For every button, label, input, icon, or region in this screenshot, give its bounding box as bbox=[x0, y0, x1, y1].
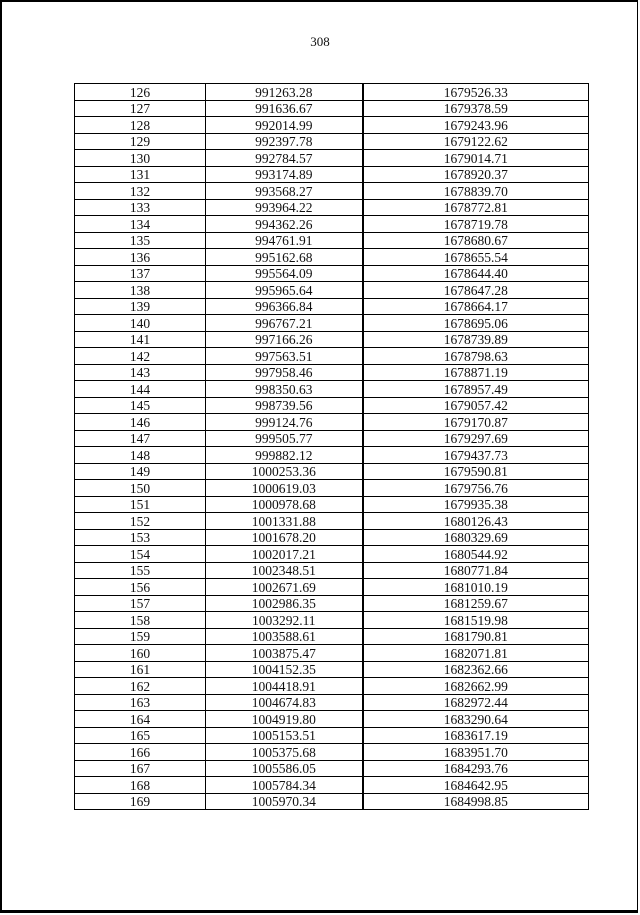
y-coordinate-cell: 1679526.33 bbox=[363, 84, 589, 101]
point-number-cell: 165 bbox=[75, 727, 206, 744]
y-coordinate-cell: 1680126.43 bbox=[363, 513, 589, 530]
x-coordinate-cell: 1005153.51 bbox=[206, 727, 363, 744]
y-coordinate-cell: 1681259.67 bbox=[363, 595, 589, 612]
y-coordinate-cell: 1679014.71 bbox=[363, 150, 589, 167]
point-number-cell: 145 bbox=[75, 397, 206, 414]
y-coordinate-cell: 1678680.67 bbox=[363, 232, 589, 249]
point-number-cell: 157 bbox=[75, 595, 206, 612]
x-coordinate-cell: 991263.28 bbox=[206, 84, 363, 101]
x-coordinate-cell: 1001678.20 bbox=[206, 529, 363, 546]
point-number-cell: 162 bbox=[75, 678, 206, 695]
table-row bbox=[75, 117, 589, 134]
table-row bbox=[75, 447, 589, 464]
table-row bbox=[75, 232, 589, 249]
point-number-cell: 146 bbox=[75, 414, 206, 431]
table-row bbox=[75, 84, 589, 101]
point-number-cell: 143 bbox=[75, 364, 206, 381]
point-number-cell: 161 bbox=[75, 661, 206, 678]
table-row bbox=[75, 744, 589, 761]
table-row bbox=[75, 678, 589, 695]
point-number-cell: 156 bbox=[75, 579, 206, 596]
x-coordinate-cell: 998739.56 bbox=[206, 397, 363, 414]
point-number-cell: 151 bbox=[75, 496, 206, 513]
point-number-cell: 126 bbox=[75, 84, 206, 101]
point-number-cell: 168 bbox=[75, 777, 206, 794]
y-coordinate-cell: 1678664.17 bbox=[363, 298, 589, 315]
x-coordinate-cell: 992014.99 bbox=[206, 117, 363, 134]
y-coordinate-cell: 1681519.98 bbox=[363, 612, 589, 629]
x-coordinate-cell: 991636.67 bbox=[206, 100, 363, 117]
y-coordinate-cell: 1682071.81 bbox=[363, 645, 589, 662]
table-row bbox=[75, 727, 589, 744]
x-coordinate-cell: 993174.89 bbox=[206, 166, 363, 183]
y-coordinate-cell: 1678871.19 bbox=[363, 364, 589, 381]
y-coordinate-cell: 1679122.62 bbox=[363, 133, 589, 150]
point-number-cell: 147 bbox=[75, 430, 206, 447]
point-number-cell: 153 bbox=[75, 529, 206, 546]
table-row bbox=[75, 612, 589, 629]
table-row bbox=[75, 430, 589, 447]
x-coordinate-cell: 994761.91 bbox=[206, 232, 363, 249]
table-row bbox=[75, 546, 589, 563]
table-row bbox=[75, 595, 589, 612]
point-number-cell: 129 bbox=[75, 133, 206, 150]
table-row bbox=[75, 397, 589, 414]
x-coordinate-cell: 1005375.68 bbox=[206, 744, 363, 761]
x-coordinate-cell: 992784.57 bbox=[206, 150, 363, 167]
x-coordinate-cell: 995564.09 bbox=[206, 265, 363, 282]
y-coordinate-cell: 1679297.69 bbox=[363, 430, 589, 447]
x-coordinate-cell: 997958.46 bbox=[206, 364, 363, 381]
point-number-cell: 166 bbox=[75, 744, 206, 761]
point-number-cell: 158 bbox=[75, 612, 206, 629]
y-coordinate-cell: 1681010.19 bbox=[363, 579, 589, 596]
y-coordinate-cell: 1681790.81 bbox=[363, 628, 589, 645]
x-coordinate-cell: 1005784.34 bbox=[206, 777, 363, 794]
point-number-cell: 160 bbox=[75, 645, 206, 662]
point-number-cell: 169 bbox=[75, 793, 206, 810]
x-coordinate-cell: 1003292.11 bbox=[206, 612, 363, 629]
table-row bbox=[75, 265, 589, 282]
table-row bbox=[75, 529, 589, 546]
table-row bbox=[75, 133, 589, 150]
x-coordinate-cell: 1000978.68 bbox=[206, 496, 363, 513]
point-number-cell: 163 bbox=[75, 694, 206, 711]
table-row bbox=[75, 463, 589, 480]
point-number-cell: 132 bbox=[75, 183, 206, 200]
table-row bbox=[75, 480, 589, 497]
y-coordinate-cell: 1680544.92 bbox=[363, 546, 589, 563]
y-coordinate-cell: 1682362.66 bbox=[363, 661, 589, 678]
point-number-cell: 140 bbox=[75, 315, 206, 332]
y-coordinate-cell: 1678719.78 bbox=[363, 216, 589, 233]
table-row bbox=[75, 216, 589, 233]
y-coordinate-cell: 1678957.49 bbox=[363, 381, 589, 398]
y-coordinate-cell: 1679057.42 bbox=[363, 397, 589, 414]
table-row bbox=[75, 199, 589, 216]
x-coordinate-cell: 1001331.88 bbox=[206, 513, 363, 530]
point-number-cell: 141 bbox=[75, 331, 206, 348]
x-coordinate-cell: 1005586.05 bbox=[206, 760, 363, 777]
table-row bbox=[75, 760, 589, 777]
y-coordinate-cell: 1679935.38 bbox=[363, 496, 589, 513]
x-coordinate-cell: 998350.63 bbox=[206, 381, 363, 398]
x-coordinate-cell: 995162.68 bbox=[206, 249, 363, 266]
table-row bbox=[75, 100, 589, 117]
y-coordinate-cell: 1678655.54 bbox=[363, 249, 589, 266]
x-coordinate-cell: 997563.51 bbox=[206, 348, 363, 365]
point-number-cell: 159 bbox=[75, 628, 206, 645]
table-row bbox=[75, 793, 589, 810]
coordinates-table-body bbox=[75, 84, 589, 810]
y-coordinate-cell: 1678644.40 bbox=[363, 265, 589, 282]
y-coordinate-cell: 1679170.87 bbox=[363, 414, 589, 431]
x-coordinate-cell: 1004919.80 bbox=[206, 711, 363, 728]
y-coordinate-cell: 1684642.95 bbox=[363, 777, 589, 794]
table-row bbox=[75, 381, 589, 398]
table-row bbox=[75, 694, 589, 711]
point-number-cell: 134 bbox=[75, 216, 206, 233]
point-number-cell: 131 bbox=[75, 166, 206, 183]
point-number-cell: 150 bbox=[75, 480, 206, 497]
table-row bbox=[75, 348, 589, 365]
point-number-cell: 164 bbox=[75, 711, 206, 728]
coordinates-table bbox=[74, 83, 589, 810]
x-coordinate-cell: 1000619.03 bbox=[206, 480, 363, 497]
x-coordinate-cell: 1004152.35 bbox=[206, 661, 363, 678]
point-number-cell: 152 bbox=[75, 513, 206, 530]
table-row bbox=[75, 645, 589, 662]
table-row bbox=[75, 628, 589, 645]
x-coordinate-cell: 1002986.35 bbox=[206, 595, 363, 612]
y-coordinate-cell: 1678772.81 bbox=[363, 199, 589, 216]
point-number-cell: 139 bbox=[75, 298, 206, 315]
y-coordinate-cell: 1684998.85 bbox=[363, 793, 589, 810]
x-coordinate-cell: 996767.21 bbox=[206, 315, 363, 332]
y-coordinate-cell: 1684293.76 bbox=[363, 760, 589, 777]
point-number-cell: 136 bbox=[75, 249, 206, 266]
x-coordinate-cell: 993568.27 bbox=[206, 183, 363, 200]
x-coordinate-cell: 1002348.51 bbox=[206, 562, 363, 579]
point-number-cell: 138 bbox=[75, 282, 206, 299]
x-coordinate-cell: 1002017.21 bbox=[206, 546, 363, 563]
y-coordinate-cell: 1678695.06 bbox=[363, 315, 589, 332]
y-coordinate-cell: 1683951.70 bbox=[363, 744, 589, 761]
y-coordinate-cell: 1678739.89 bbox=[363, 331, 589, 348]
table-row bbox=[75, 331, 589, 348]
y-coordinate-cell: 1683617.19 bbox=[363, 727, 589, 744]
table-row bbox=[75, 183, 589, 200]
x-coordinate-cell: 999882.12 bbox=[206, 447, 363, 464]
point-number-cell: 127 bbox=[75, 100, 206, 117]
y-coordinate-cell: 1678920.37 bbox=[363, 166, 589, 183]
table-row bbox=[75, 711, 589, 728]
x-coordinate-cell: 994362.26 bbox=[206, 216, 363, 233]
table-row bbox=[75, 282, 589, 299]
y-coordinate-cell: 1680329.69 bbox=[363, 529, 589, 546]
table-row bbox=[75, 414, 589, 431]
point-number-cell: 142 bbox=[75, 348, 206, 365]
table-row bbox=[75, 364, 589, 381]
point-number-cell: 167 bbox=[75, 760, 206, 777]
table-row bbox=[75, 496, 589, 513]
page-number: 308 bbox=[310, 34, 330, 49]
y-coordinate-cell: 1679590.81 bbox=[363, 463, 589, 480]
x-coordinate-cell: 1004418.91 bbox=[206, 678, 363, 695]
x-coordinate-cell: 1002671.69 bbox=[206, 579, 363, 596]
y-coordinate-cell: 1680771.84 bbox=[363, 562, 589, 579]
table-row bbox=[75, 513, 589, 530]
y-coordinate-cell: 1682972.44 bbox=[363, 694, 589, 711]
x-coordinate-cell: 993964.22 bbox=[206, 199, 363, 216]
x-coordinate-cell: 1003875.47 bbox=[206, 645, 363, 662]
table-row bbox=[75, 661, 589, 678]
y-coordinate-cell: 1679756.76 bbox=[363, 480, 589, 497]
point-number-cell: 155 bbox=[75, 562, 206, 579]
table-row bbox=[75, 150, 589, 167]
table-row bbox=[75, 579, 589, 596]
y-coordinate-cell: 1678647.28 bbox=[363, 282, 589, 299]
table-row bbox=[75, 249, 589, 266]
point-number-cell: 128 bbox=[75, 117, 206, 134]
point-number-cell: 130 bbox=[75, 150, 206, 167]
y-coordinate-cell: 1678798.63 bbox=[363, 348, 589, 365]
x-coordinate-cell: 992397.78 bbox=[206, 133, 363, 150]
y-coordinate-cell: 1683290.64 bbox=[363, 711, 589, 728]
x-coordinate-cell: 1005970.34 bbox=[206, 793, 363, 810]
point-number-cell: 149 bbox=[75, 463, 206, 480]
x-coordinate-cell: 997166.26 bbox=[206, 331, 363, 348]
x-coordinate-cell: 1004674.83 bbox=[206, 694, 363, 711]
point-number-cell: 133 bbox=[75, 199, 206, 216]
x-coordinate-cell: 1003588.61 bbox=[206, 628, 363, 645]
table-row bbox=[75, 562, 589, 579]
x-coordinate-cell: 995965.64 bbox=[206, 282, 363, 299]
table-row bbox=[75, 166, 589, 183]
point-number-cell: 144 bbox=[75, 381, 206, 398]
x-coordinate-cell: 999505.77 bbox=[206, 430, 363, 447]
x-coordinate-cell: 999124.76 bbox=[206, 414, 363, 431]
point-number-cell: 154 bbox=[75, 546, 206, 563]
table-row bbox=[75, 315, 589, 332]
y-coordinate-cell: 1678839.70 bbox=[363, 183, 589, 200]
y-coordinate-cell: 1679243.96 bbox=[363, 117, 589, 134]
table-row bbox=[75, 298, 589, 315]
y-coordinate-cell: 1679437.73 bbox=[363, 447, 589, 464]
y-coordinate-cell: 1679378.59 bbox=[363, 100, 589, 117]
point-number-cell: 135 bbox=[75, 232, 206, 249]
table-row bbox=[75, 777, 589, 794]
y-coordinate-cell: 1682662.99 bbox=[363, 678, 589, 695]
x-coordinate-cell: 1000253.36 bbox=[206, 463, 363, 480]
x-coordinate-cell: 996366.84 bbox=[206, 298, 363, 315]
point-number-cell: 137 bbox=[75, 265, 206, 282]
point-number-cell: 148 bbox=[75, 447, 206, 464]
